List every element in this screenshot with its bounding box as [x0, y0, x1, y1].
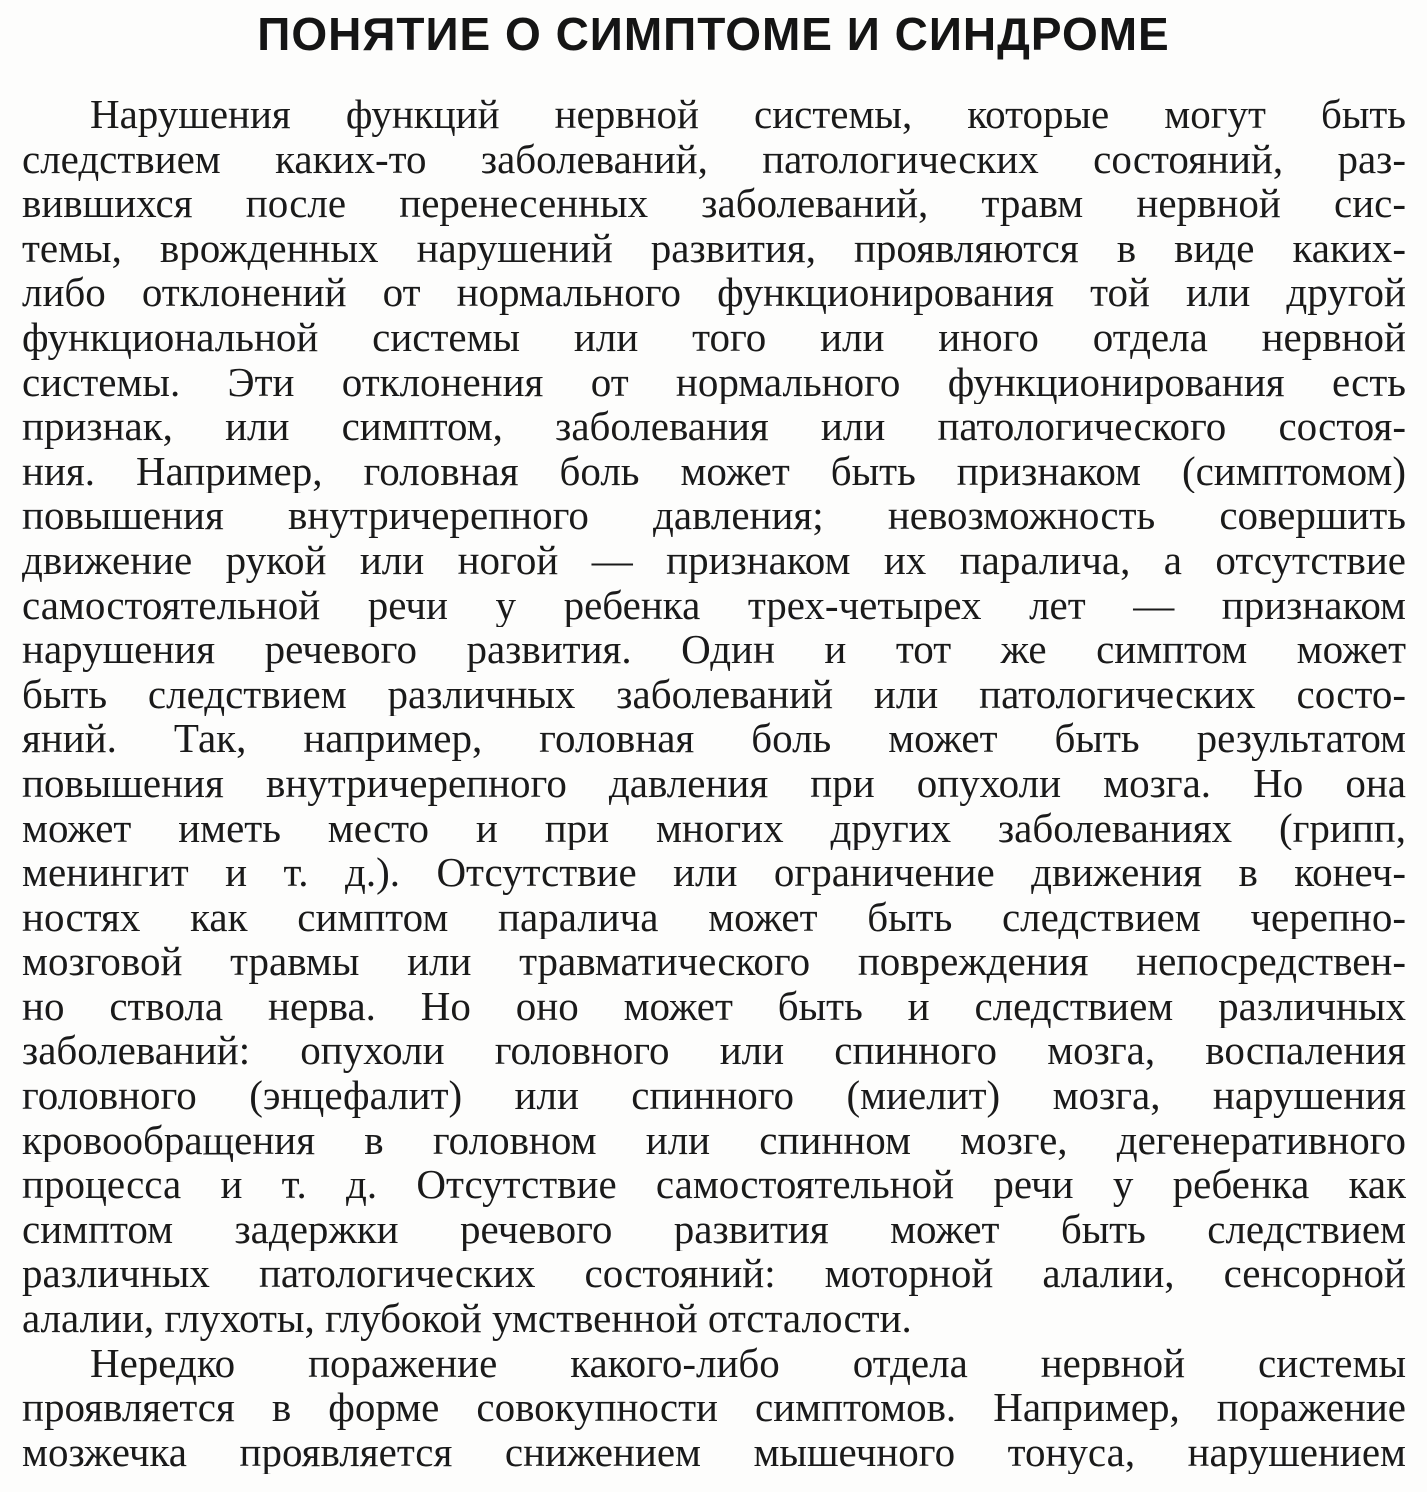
text-line: признак, или симптом, заболевания или патологического состоя- — [22, 404, 1406, 449]
text-line: но ствола нерва. Но оно может быть и следствием различных — [22, 983, 1406, 1029]
text-line: функциональной системы или того или иного отдела нервной — [22, 314, 1406, 360]
text-line: менингит и т. д.). Отсутствие или ограничение движения в конеч- — [22, 850, 1406, 895]
text-line: Нарушения функций нервной системы, которые могут быть — [90, 92, 1406, 137]
text-line: различных патологических состояний: моторной алалии, сенсорной — [22, 1251, 1406, 1297]
text-line: ния. Например, головная боль может быть признаком (симптомом) — [22, 448, 1406, 494]
text-line: нарушения речевого развития. Один и тот же симптом может — [22, 627, 1406, 672]
text-line: быть следствием различных заболеваний или патологических состо- — [22, 671, 1406, 717]
text-line: заболеваний: опухоли головного или спинного мозга, воспаления — [22, 1028, 1406, 1074]
text-line: самостоятельной речи у ребенка трех-четырех лет — признаком — [22, 582, 1406, 628]
text-line: процесса и т. д. Отсутствие самостоятельной речи у ребенка как — [22, 1162, 1406, 1207]
text-line: повышения внутричерепного давления; невозможность совершить — [22, 493, 1406, 538]
text-line: темы, врожденных нарушений развития, проявляются в виде каких- — [22, 225, 1406, 271]
text-line: головного (энцефалит) или спинного (миелит) мозга, нарушения — [22, 1073, 1406, 1118]
text-line: повышения внутричерепного давления при опухоли мозга. Но она — [22, 760, 1406, 806]
text-line: может иметь место и при многих других заболеваниях (грипп, — [22, 805, 1406, 851]
text-line: яний. Так, например, головная боль может быть результатом — [22, 716, 1406, 761]
text-line: мозговой травмы или травматического повреждения непосредствен- — [22, 939, 1406, 984]
body-text — [22, 92, 1406, 1474]
text-line: либо отклонений от нормального функционирования той или другой — [22, 270, 1406, 315]
text-line: кровообращения в головном или спинном мозге, дегенеративного — [22, 1117, 1406, 1163]
text-line: проявляется в форме совокупности симптомов. Например, поражение — [22, 1385, 1406, 1430]
text-line: алалии, глухоты, глубокой умственной отсталости. — [22, 1296, 912, 1341]
text-line: системы. Эти отклонения от нормального функционирования есть — [22, 359, 1406, 405]
text-line: следствием каких-то заболеваний, патологических состояний, раз- — [22, 136, 1406, 182]
section-title: ПОНЯТИЕ О СИМПТОМЕ И СИНДРОМЕ — [257, 8, 1170, 60]
text-line: вившихся после перенесенных заболеваний, травм нервной сис- — [22, 181, 1406, 226]
text-line: ностях как симптом паралича может быть следствием черепно- — [22, 894, 1406, 940]
text-line: симптом задержки речевого развития может быть следствием — [22, 1206, 1406, 1252]
text-line: Нередко поражение какого-либо отдела нервной системы — [90, 1340, 1406, 1386]
text-line: мозжечка проявляется снижением мышечного тонуса, нарушением — [22, 1429, 1406, 1475]
text-line: движение рукой или ногой — признаком их паралича, а отсутствие — [22, 537, 1406, 583]
